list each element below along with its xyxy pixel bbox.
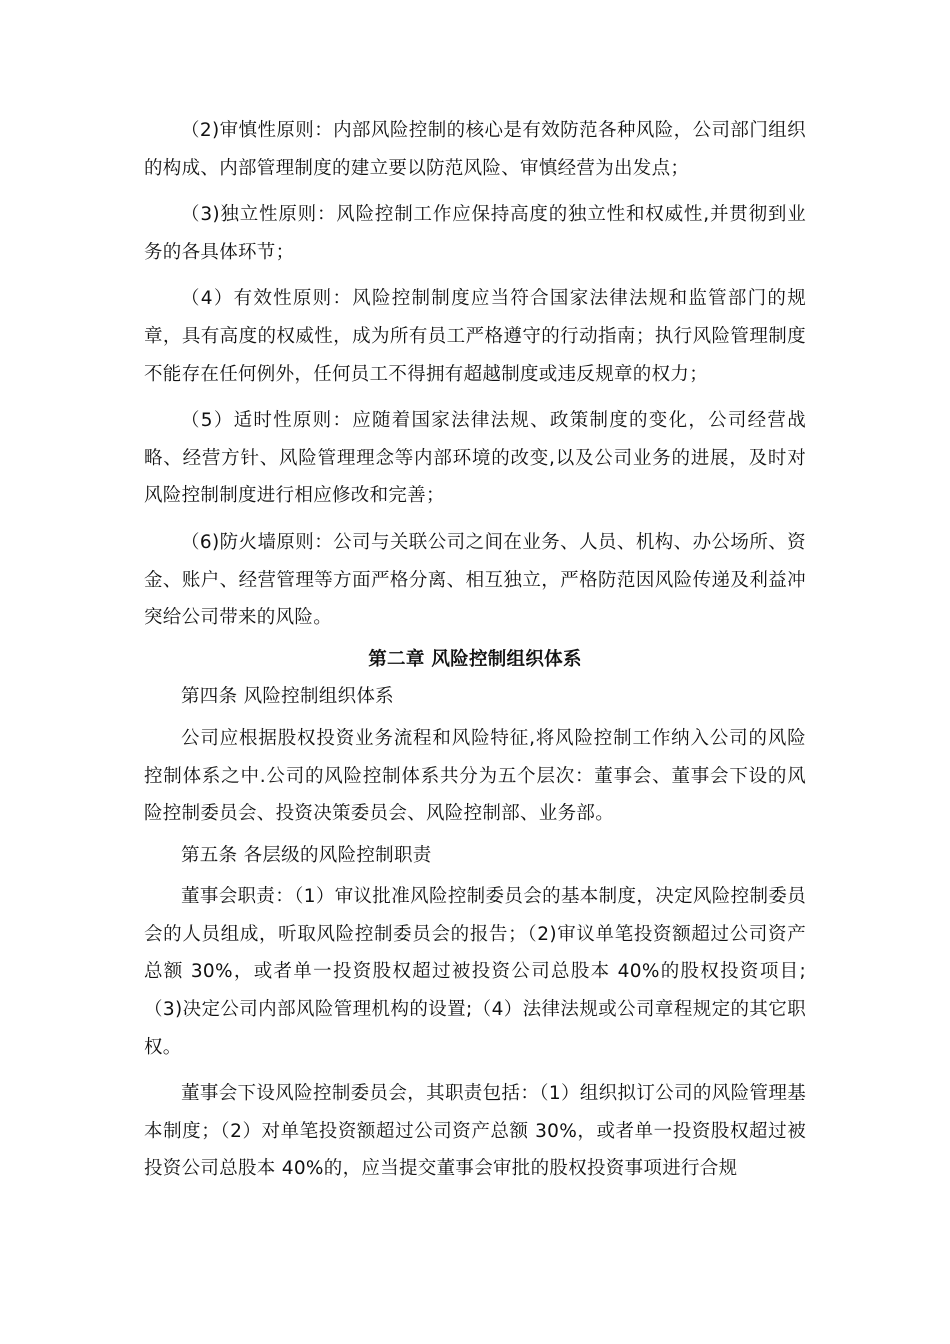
chapter-title: 第二章 风险控制组织体系 <box>368 648 582 670</box>
principle-prudence: （2)审慎性原则：内部风险控制的核心是有效防范各种风险，公司部门组织的构成、内部管理制度的建立要以防范风险、审慎经营为出发点； <box>144 120 806 179</box>
principle-independence: （3)独立性原则：风险控制工作应保持高度的独立性和权威性,并贯彻到业务的各具体环节； <box>144 204 806 263</box>
article5-title: 第五条 各层级的风险控制职责 <box>181 844 432 866</box>
article4-title: 第四条 风险控制组织体系 <box>181 686 394 708</box>
risk-committee-duties: 董事会下设风险控制委员会，其职责包括：（1）组织拟订公司的风险管理基本制度；（2）对单笔投资额超过公司资产总额 30%，或者单一投资股权超过被投资公司总股本 40%的，应当提交董事会审批的股权投资事项进行合规 <box>144 1083 806 1180</box>
principle-firewall: （6)防火墙原则：公司与关联公司之间在业务、人员、机构、办公场所、资金、账户、经营管理等方面严格分离、相互独立，严格防范因风险传递及利益冲突给公司带来的风险。 <box>144 531 806 629</box>
article4-body: 公司应根据股权投资业务流程和风险特征,将风险控制工作纳入公司的风险控制体系之中.公司的风险控制体系共分为五个层次：董事会、董事会下设的风险控制委员会、投资决策委员会、风险控制部、业务部。 <box>144 727 806 825</box>
board-duties: 董事会职责：（1）审议批准风险控制委员会的基本制度，决定风险控制委员会的人员组成，听取风险控制委员会的报告；（2)审议单笔投资额超过公司资产总额 30%，或者单一投资股权超过被投资公司总股本 40%的股权投资项目;（3)决定公司内部风险管理机构的设置;（4）法律法规或公司章程规定的其它职权。 <box>144 886 806 1058</box>
principle-effectiveness: （4）有效性原则：风险控制制度应当符合国家法律法规和监管部门的规章，具有高度的权威性，成为所有员工严格遵守的行动指南；执行风险管理制度不能存在任何例外，任何员工不得拥有超越制度或违反规章的权力； <box>144 288 806 385</box>
principle-timeliness: （5）适时性原则：应随着国家法律法规、政策制度的变化，公司经营战略、经营方针、风险管理理念等内部环境的改变,以及公司业务的进展，及时对风险控制制度进行相应修改和完善； <box>144 410 806 507</box>
document-page <box>144 112 806 1188</box>
